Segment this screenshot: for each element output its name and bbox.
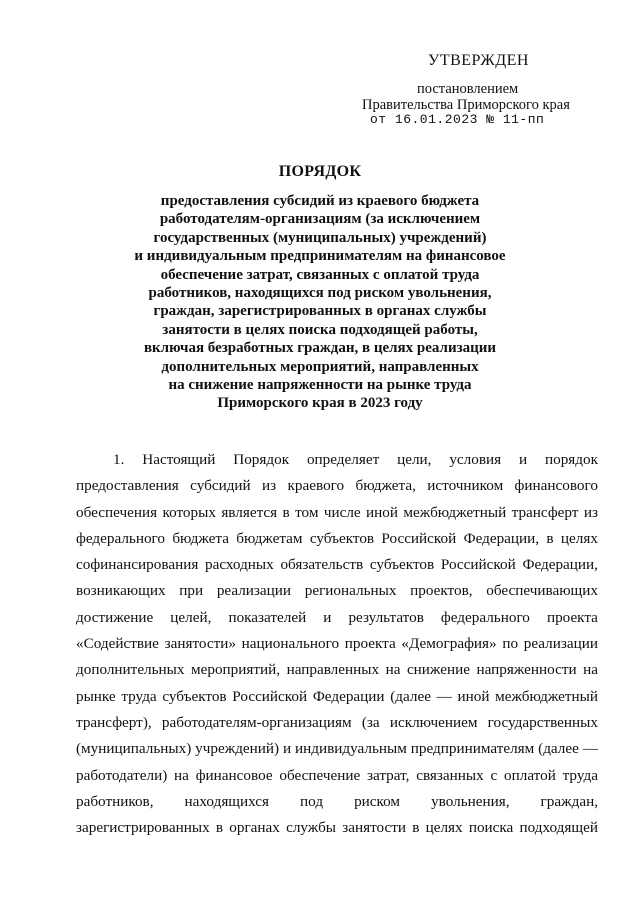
approval-government-label: Правительства Приморского края [362,97,570,113]
body-line [76,631,598,657]
body-word: индивидуальным [295,740,407,758]
body-word: на [174,766,189,784]
body-line [76,815,598,841]
body-word: и [283,740,292,758]
body-word: проекта [546,608,598,626]
subtitle-line: Приморского края в 2023 году [217,395,423,412]
body-line [76,473,598,499]
body-word: Российской [232,687,308,705]
body-word: трансферт [511,503,579,521]
body-word: подходящей [519,819,598,837]
body-word: источником [427,477,504,495]
body-word: обеспечивающих [486,582,598,600]
body-word: и [323,608,332,626]
body-line [76,657,598,683]
body-word: трансферт), [76,713,152,731]
subtitle-line: занятости в целях поиска подходящей работы, [162,321,478,338]
body-word: (далее [390,687,431,705]
body-word: на [583,661,598,679]
body-word: проекта [344,635,396,653]
body-line [76,710,598,736]
body-word: предпринимателям [410,740,535,758]
body-word: цели, [397,451,432,468]
body-word: работников, [76,792,154,810]
body-word: труда [562,766,598,784]
body-word: (далее [538,740,579,758]
document-title: ПОРЯДОК [278,163,362,180]
body-word: (муниципальных) [76,740,192,758]
body-word: финансовое [195,766,273,784]
body-word: органах [229,819,280,837]
subtitle-line: государственных (муниципальных) учреждений) [153,229,487,246]
subtitle-line: работников, находящихся под риском увольнения, [148,285,492,302]
subtitle-line: предоставления субсидий из краевого бюджета [160,193,480,209]
subtitle-line: и индивидуальным предпринимателям на финансовое [134,248,506,265]
body-word: «Содействие [76,635,159,653]
body-paragraph [76,447,598,841]
body-word: Российской [440,556,516,574]
body-word: реализации [216,582,292,600]
body-word: обязательств [280,556,364,574]
body-line [76,526,598,552]
body-word: обеспечения [76,503,158,521]
body-word: под [300,792,324,810]
subtitle-line: работодателям-организациям (за исключением [159,211,481,228]
body-word: является [221,503,278,521]
body-word: напряженности [476,661,577,679]
body-word: дополнительных [76,661,185,679]
body-word: государственных [487,713,598,731]
body-word: межбюджетный [495,687,598,705]
body-word: затрат, [367,766,410,784]
body-line [76,736,598,762]
body-word: региональных [304,582,397,600]
subtitle-line: обеспечение затрат, связанных с оплатой труда [160,266,480,283]
body-word: целях [560,529,598,547]
subtitle-line: дополнительных мероприятий, направленных [161,358,479,375]
body-word: Настоящий [142,451,216,468]
body-word: службы [286,819,337,837]
body-line [76,789,598,815]
body-line [76,552,598,578]
body-word: — [436,687,452,705]
body-word: целях [425,819,463,837]
body-word: по [502,635,519,653]
body-word: софинансирования [76,556,199,574]
approval-title: УТВЕРЖДЕН [428,52,529,69]
body-word: проектов, [410,582,473,600]
body-line [76,500,598,526]
body-word: на [385,661,401,679]
body-word: в [546,529,554,547]
body-word: Федерации [312,687,385,705]
body-word: из [262,477,277,495]
body-word: поиска [468,819,514,837]
body-word: связанных [416,766,484,784]
approval-resolution-label: постановлением [417,81,519,97]
body-word: находящихся [184,792,270,810]
body-word: и [518,451,528,468]
body-word: Федерации, [522,556,598,574]
body-word: с [490,766,498,784]
body-word: учреждений) [195,740,280,758]
body-word: бюджета, [355,477,416,495]
body-word: краевого [287,477,345,495]
body-word: работодателям-организациям [161,713,352,731]
body-word: бюджета [172,529,229,547]
body-line [76,684,598,710]
body-word: национального [241,635,340,653]
body-word: мероприятий, [191,661,281,679]
body-word: из [583,503,598,521]
subtitle-line: включая безработных граждан, в целях реализации [143,340,497,357]
subtitle-line: граждан, зарегистрированных в органах службы [153,303,487,320]
body-word: — [582,740,598,758]
body-word: федерального [440,608,530,626]
body-word: в [282,503,290,521]
body-line [76,447,598,473]
body-word: числе [323,503,361,521]
body-word: предоставления [76,477,179,495]
body-word: иной [366,503,399,521]
body-word: работодатели) [76,766,168,784]
body-word: бюджетам [236,529,303,547]
body-word: при [179,582,204,600]
body-word: реализации [523,635,598,653]
body-word: Федерации, [463,529,540,547]
body-word: определяет [306,451,380,468]
body-line [76,605,598,631]
body-word: в [412,819,420,837]
subtitle-line: на снижение напряженности на рынке труда [168,377,472,394]
body-word: субъектов [369,556,435,574]
body-word: направленных [286,661,380,679]
body-word: в [215,819,224,837]
body-line [76,578,598,604]
document-subtitle [100,192,540,413]
body-word: «Демография» [401,635,497,653]
body-word: иной [457,687,490,705]
body-word: (за [361,713,380,731]
approval-block [360,52,600,127]
body-word: исключением [389,713,478,731]
body-word: субсидий [190,477,251,495]
body-word: субъектов [162,687,227,705]
body-word: порядок [544,451,598,468]
body-word: условия [449,451,502,468]
body-word: которых [162,503,216,521]
body-word: федерального [76,529,165,547]
body-word: снижение [406,661,470,679]
body-word: возникающих [76,582,166,600]
body-word: риском [354,792,401,810]
body-word: результатов [348,608,424,626]
body-word: достижение [76,608,154,626]
body-word: 1. [113,451,125,468]
body-word: оплатой [504,766,556,784]
body-word: межбюджетный [403,503,507,521]
approval-date-number: от 16.01.2023 № 11-пп [370,112,545,127]
body-word: обеспечение [279,766,361,784]
body-word: том [295,503,319,521]
body-word: граждан, [540,792,598,810]
body-word: увольнения, [431,792,510,810]
body-word: целей, [170,608,212,626]
body-word: занятости» [164,635,236,653]
body-word: финансового [514,477,598,495]
body-word: занятости [342,819,406,837]
body-word: зарегистрированных [76,819,210,837]
body-line [76,763,598,789]
body-word: труда [121,687,157,705]
body-word: расходных [205,556,274,574]
body-word: показателей [228,608,307,626]
body-word: рынке [76,687,116,705]
body-word: субъектов [309,529,375,547]
body-word: Российской [381,529,457,547]
body-word: Порядок [233,451,290,468]
